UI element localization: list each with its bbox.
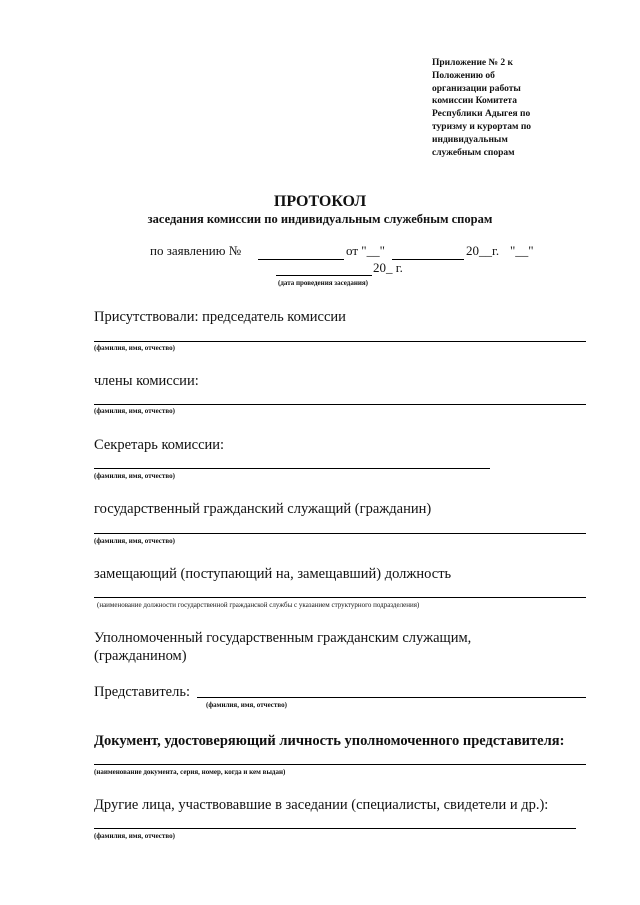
appendix-line: Положению об [432,70,495,81]
secretary-label: Секретарь комиссии: [94,437,225,453]
others-caption: (фамилия, имя, отчество) [94,832,175,840]
members-caption: (фамилия, имя, отчество) [94,407,175,415]
authorized-text-line1: Уполномоченный государственным гражданским служащим, [94,630,472,646]
chairman-caption: (фамилия, имя, отчество) [94,344,175,352]
members-label: члены комиссии: [94,373,199,389]
secretary-line [94,468,490,469]
application-date-from: от "__" [346,243,385,258]
others-label: Другие лица, участвовавшие в заседании (специалисты, свидетели и др.): [94,797,549,813]
application-year: 20__г. [466,243,500,258]
others-line [94,828,576,829]
appendix-line: туризму и курортам по [432,121,532,132]
position-line [94,597,586,598]
present-label: Присутствовали: председатель комиссии [94,309,346,325]
position-caption: (наименование должности государственной гражданской службы с указанием структурного подразделения) [97,601,420,609]
appendix-line: индивидуальным [432,134,508,145]
authorized-text-line2: (гражданином) [94,648,187,664]
members-line [94,404,586,405]
document-line [94,764,586,765]
appendix-line: Республики Адыгея по [432,109,531,120]
document-label: Документ, удостоверяющий личность уполномоченного представителя: [94,733,565,749]
appendix-note [432,57,592,159]
servant-label: государственный гражданский служащий (гражданин) [94,501,432,517]
representative-line [197,697,586,698]
meeting-date-line [276,275,372,276]
position-label: замещающий (поступающий на, замещавший) должность [94,566,452,582]
application-day-quote: "__" [510,243,534,258]
representative-caption: (фамилия, имя, отчество) [206,701,287,709]
representative-label: Представитель: [94,684,190,700]
appendix-line: Приложение № 2 к [432,58,514,68]
servant-caption: (фамилия, имя, отчество) [94,537,175,545]
document-caption: (наименование документа, серия, номер, когда и кем выдан) [94,768,286,776]
protocol-subtitle: заседания комиссии по индивидуальным служебным спорам [147,212,493,226]
appendix-line: служебным спорам [432,147,515,158]
appendix-line: комиссии Комитета [432,96,517,107]
application-prefix: по заявлению № [150,243,242,258]
secretary-caption: (фамилия, имя, отчество) [94,472,175,480]
servant-line [94,533,586,534]
meeting-year: 20_ г. [373,260,403,275]
chairman-line [94,341,586,342]
meeting-date-caption: (дата проведения заседания) [278,279,369,287]
application-number-line [258,259,344,260]
appendix-line: организации работы [432,83,521,94]
protocol-title: ПРОТОКОЛ [273,193,367,210]
